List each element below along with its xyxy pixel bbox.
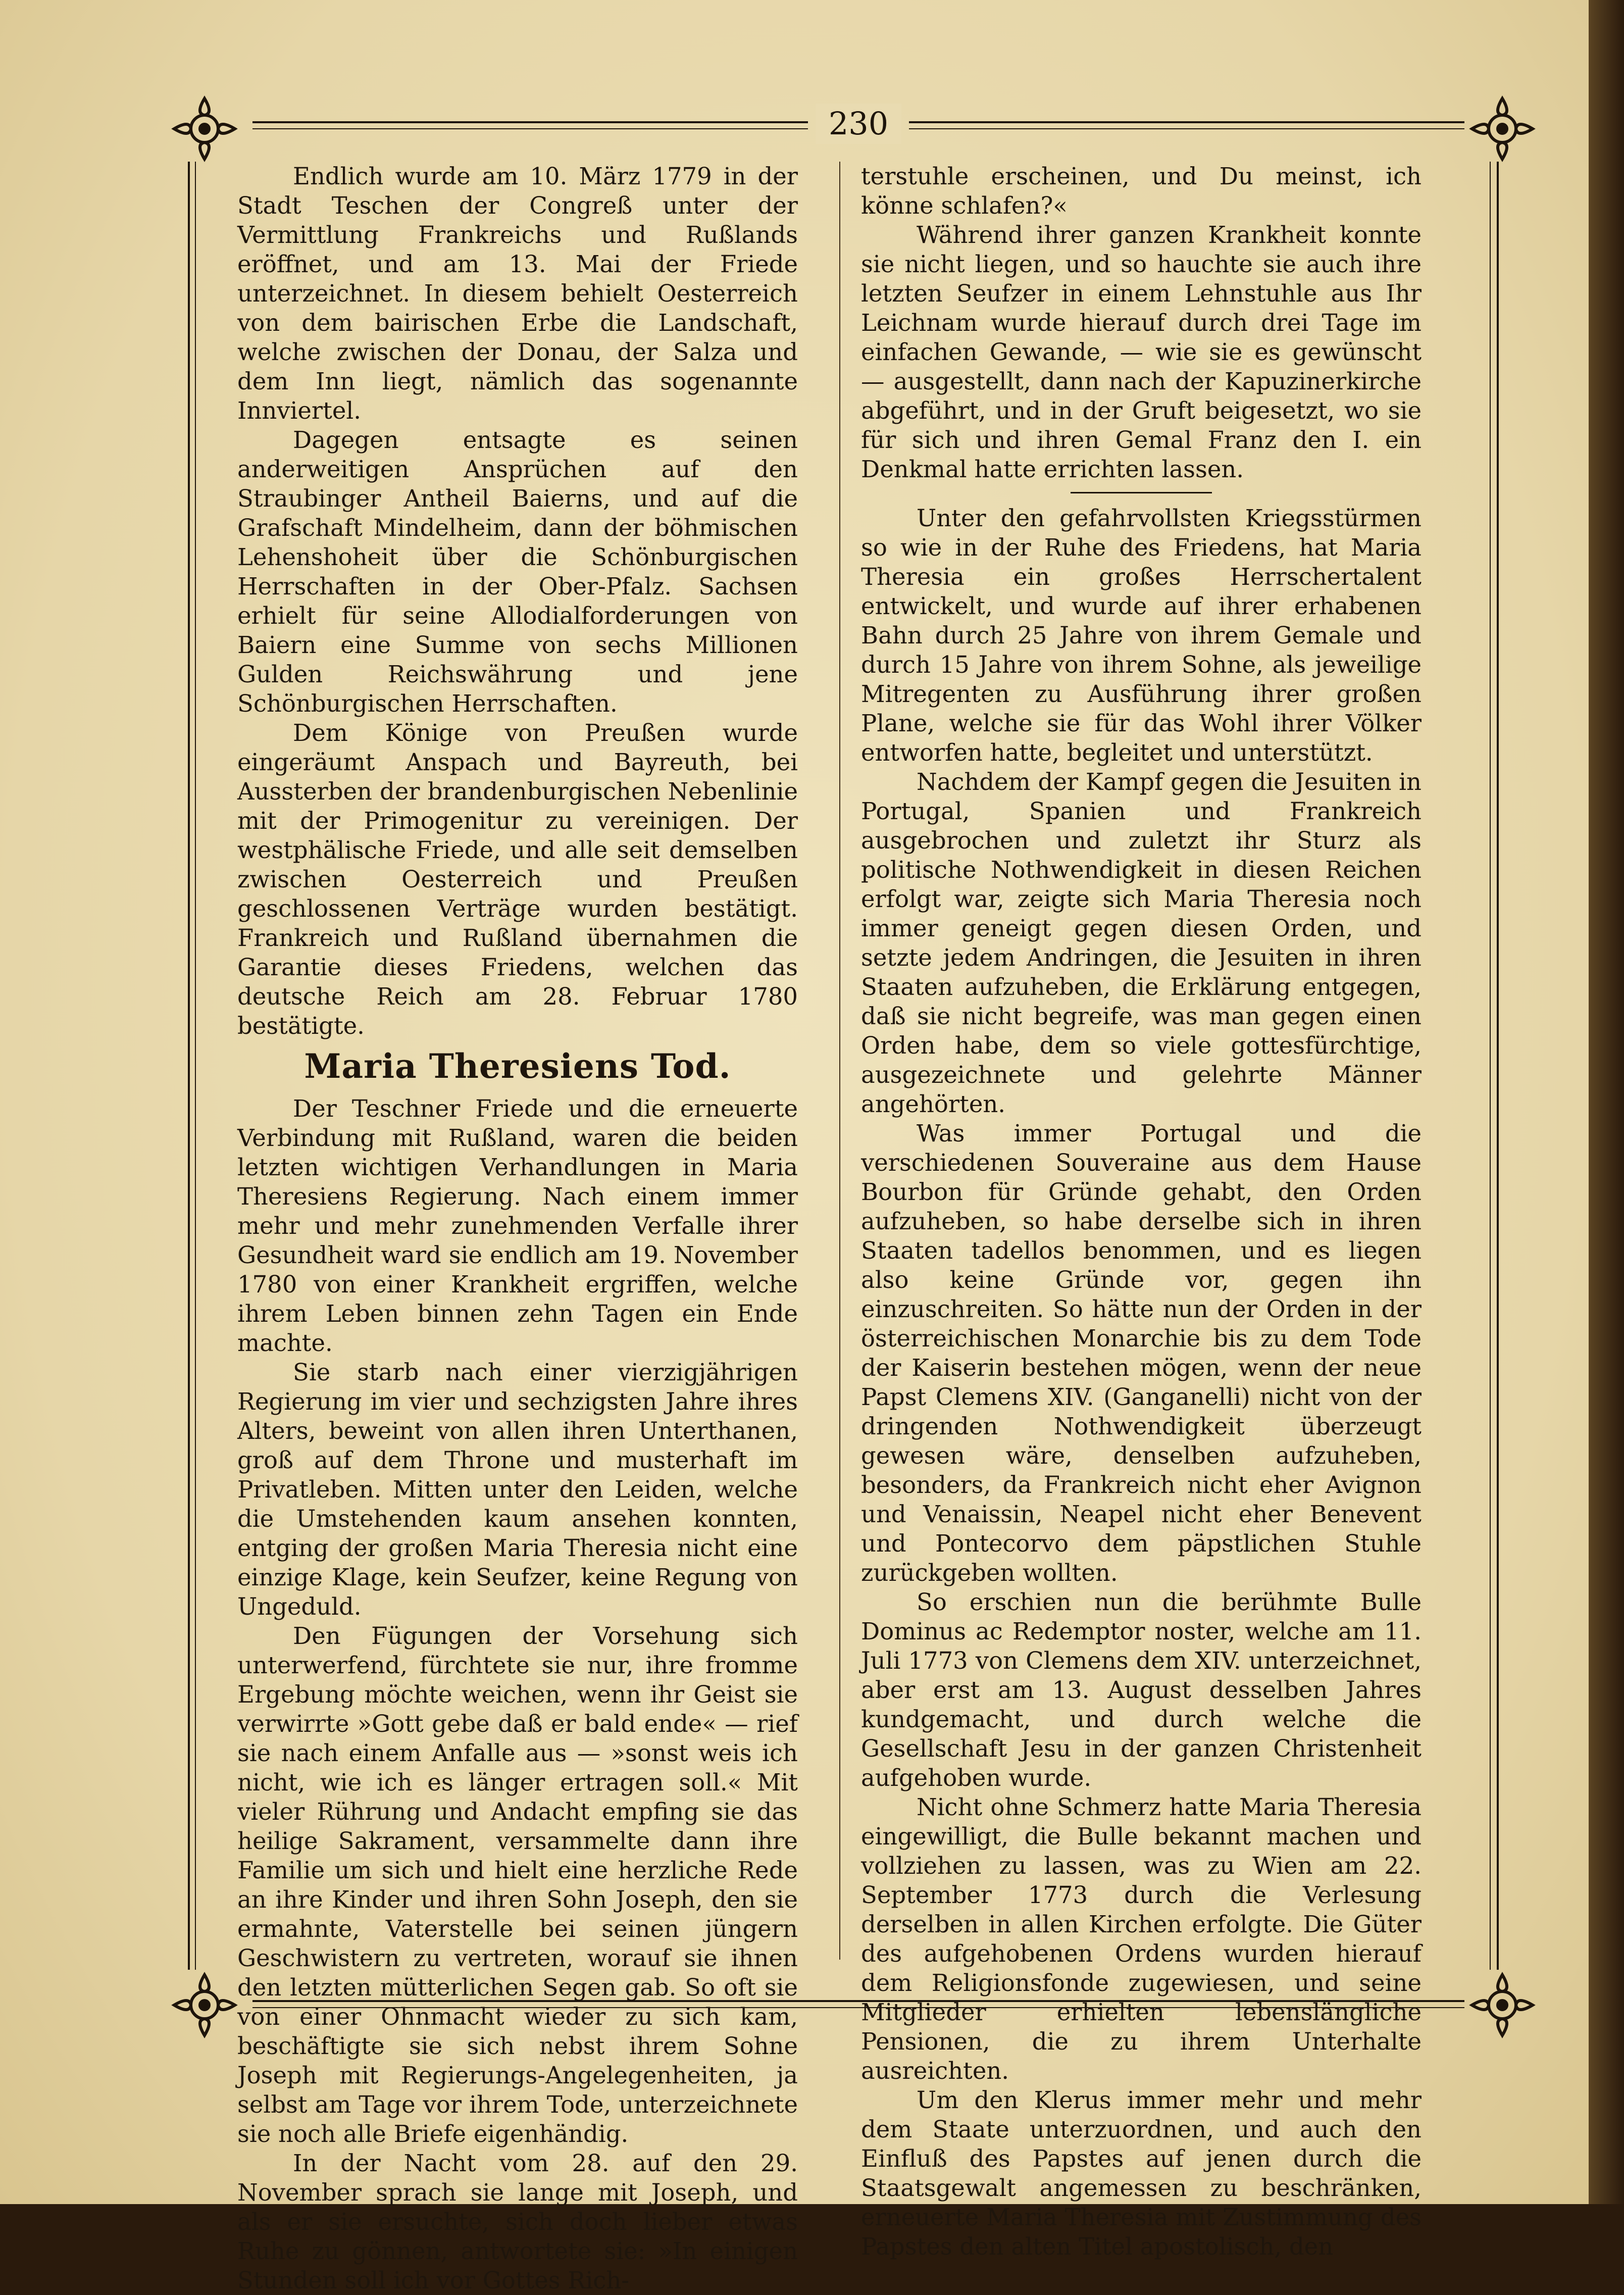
frame-right-rule-thin [1490,162,1491,1970]
paragraph: Was immer Portugal und die verschiedenen Souveraine aus dem Hause Bourbon für Gründe gehabt, den Orden aufzuheben, so habe derselbe sich in ihren Staaten tadellos benommen, und es liegen also keine Gründe vor, gegen ihn einzuschreiten. So hätte nun der Orden in der österreichischen Monarchie bis zu dem Tode der Kaiserin bestehen mögen, wenn der neue Papst Clemens XIV. (Ganganelli) nicht von der dringenden Nothwendigkeit überzeugt gewesen wäre, denselben aufzuheben, besonders, da Frankreich nicht eher Avignon und Venaissin, Neapel nicht eher Benevent und Pontecorvo dem päpstlichen Stuhle zurückgeben wollten. [861,1120,1422,1586]
frame-left-rule-thin [195,162,196,1970]
paragraph: Um den Klerus immer mehr und mehr dem Staate unterzuordnen, und auch den Einfluß des Papstes auf jenen durch die Staatsgewalt angemessen zu beschränken, erneuerte Maria Theresia mit Zustimmung des Papstes den alten Titel apostolisch, den [861,2086,1422,2260]
column-divider [839,162,840,1960]
frame-top-rule-left-thin [252,128,808,129]
frame-top-rule-left [252,121,808,123]
frame-top-rule-right-thin [909,128,1464,129]
frame-left-rule [188,162,190,1970]
book-spine [1589,0,1624,2204]
paragraph: Der Teschner Friede und die erneuerte Verbindung mit Rußland, waren die beiden letzten wichtigen Verhandlungen in Maria Theresiens Regierung. Nach einem immer mehr und mehr zunehmenden Verfalle ihrer Gesundheit ward sie endlich am 19. November 1780 von einer Krankheit ergriffen, welche ihrem Leben binnen zehn Tagen ein Ende machte. [237,1095,798,1357]
paragraph: Dagegen entsagte es seinen anderweitigen Ansprüchen auf den Straubinger Antheil Baierns, und auf die Grafschaft Mindelheim, dann der böhmischen Lehenshoheit über die Schönburgischen Herrschaften in der Ober-Pfalz. Sachsen erhielt für seine Allodialforderungen von Baiern eine Summe von sechs Millionen Gulden Reichswährung und jene Schönburgischen Herrschaften. [237,426,798,717]
left-column [237,162,798,2295]
right-column [861,162,1422,2261]
paragraph: Nicht ohne Schmerz hatte Maria Theresia eingewilligt, die Bulle bekannt machen und vollziehen zu lassen, was zu Wien am 22. September 1773 durch die Verlesung derselben in allen Kirchen erfolgte. Die Güter des aufgehobenen Ordens wurden hierauf dem Religionsfonde zugewiesen, und seine Mitglieder erhielten lebenslängliche Pensionen, die zu ihrem Unterhalte ausreichten. [861,1793,1422,2084]
paragraph: So erschien nun die berühmte Bulle Dominus ac Redemptor noster, welche am 11. Juli 1773 von Clemens dem XIV. unterzeichnet, aber erst am 13. August desselben Jahres kundgemacht, und durch welche die Gesellschaft Jesu in der ganzen Christenheit aufgehoben wurde. [861,1588,1422,1791]
paragraph: Während ihrer ganzen Krankheit konnte sie nicht liegen, und so hauchte sie auch ihre letzten Seufzer in einem Lehnstuhle aus Ihr Leichnam wurde hierauf durch drei Tage im einfachen Gewande, — wie sie es gewünscht — ausgestellt, dann nach der Kapuzinerkirche abgeführt, und in der Gruft beigesetzt, wo sie für sich und ihren Gemal Franz den I. ein Denkmal hatte errichten lassen. [861,221,1422,483]
frame-top-rule-right [909,121,1464,123]
corner-ornament-icon [1464,1967,1540,2043]
corner-ornament-icon [1464,91,1540,167]
paragraph: terstuhle erscheinen, und Du meinst, ich könne schlafen?« [861,163,1422,219]
paragraph: In der Nacht vom 28. auf den 29. November sprach sie lange mit Joseph, und als er sie ersuchte, sich doch lieber etwas Ruhe zu gönnen, antwortete sie: »In einigen Stunden soll ich vor Gottes Rich- [237,2150,798,2294]
paragraph: Dem Könige von Preußen wurde eingeräumt Anspach und Bayreuth, bei Aussterben der brandenburgischen Nebenlinie mit der Primogenitur zu vereinigen. Der westphälische Friede, und alle seit demselben zwischen Oesterreich und Preußen geschlossenen Verträge wurden bestätigt. Frankreich und Rußland übernahmen die Garantie dieses Friedens, welchen das deutsche Reich am 28. Februar 1780 bestätigte. [237,719,798,1039]
paragraph: Endlich wurde am 10. März 1779 in der Stadt Teschen der Congreß unter der Vermittlung Frankreichs und Rußlands eröffnet, und am 13. Mai der Friede unterzeichnet. In diesem behielt Oesterreich von dem bairischen Erbe die Landschaft, welche zwischen der Donau, der Salza und dem Inn liegt, nämlich das sogenannte Innviertel. [237,163,798,424]
paragraph: Unter den gefahrvollsten Kriegsstürmen so wie in der Ruhe des Friedens, hat Maria Theresia ein großes Herrschertalent entwickelt, und wurde auf ihrer erhabenen Bahn durch 25 Jahre von ihrem Gemale und durch 15 Jahre von ihrem Sohne, als jeweilige Mitregenten zu Ausführung ihrer großen Plane, welche sie für das Wohl ihrer Völker entworfen hatte, begleitet und unterstützt. [861,505,1422,766]
corner-ornament-icon [167,1967,242,2043]
section-heading: Maria Theresiens Tod. [304,1046,731,1086]
paragraph: Nachdem der Kampf gegen die Jesuiten in Portugal, Spanien und Frankreich ausgebrochen und zuletzt ihr Sturz als politische Nothwendigkeit in diesen Reichen erfolgt war, zeigte sich Maria Theresia noch immer geneigt gegen diesen Orden, und setzte jedem Andringen, die Jesuiten in ihren Staaten aufzuheben, die Erklärung entgegen, daß sie nicht begreife, was man gegen einen Orden habe, dem so viele gottesfürchtige, ausgezeichnete und gelehrte Männer angehörten. [861,768,1422,1118]
paragraph: Den Fügungen der Vorsehung sich unterwerfend, fürchtete sie nur, ihre fromme Ergebung möchte weichen, wenn ihr Geist sie verwirrte »Gott gebe daß er bald ende« — rief sie nach einem Anfalle aus — »sonst weis ich nicht, wie ich es länger ertragen soll.« Mit vieler Rührung und Andacht empfing sie das heilige Sakrament, versammelte dann ihre Familie um sich und hielt eine herzliche Rede an ihre Kinder und ihren Sohn Joseph, den sie ermahnte, Vaterstelle bei seinen jüngern Geschwistern zu vertreten, worauf sie ihnen den letzten mütterlichen Segen gab. So oft sie von einer Ohnmacht wieder zu sich kam, beschäftigte sie sich nebst ihrem Sohne Joseph mit Regierungs-Angelegenheiten, ja selbst am Tage vor ihrem Tode, unterzeichnete sie noch alle Briefe eigenhändig. [237,1622,798,2148]
page-number: 230 [816,104,901,144]
corner-ornament-icon [167,91,242,167]
section-separator [1071,492,1212,493]
paragraph: Sie starb nach einer vierzigjährigen Regierung im vier und sechzigsten Jahre ihres Alters, beweint von allen ihren Unterthanen, groß auf dem Throne und musterhaft im Privatleben. Mitten unter den Leiden, welche die Umstehenden kaum ansehen konnten, entging der großen Maria Theresia nicht eine einzige Klage, kein Seufzer, keine Regung von Ungeduld. [237,1359,798,1620]
frame-right-rule [1497,162,1499,1970]
